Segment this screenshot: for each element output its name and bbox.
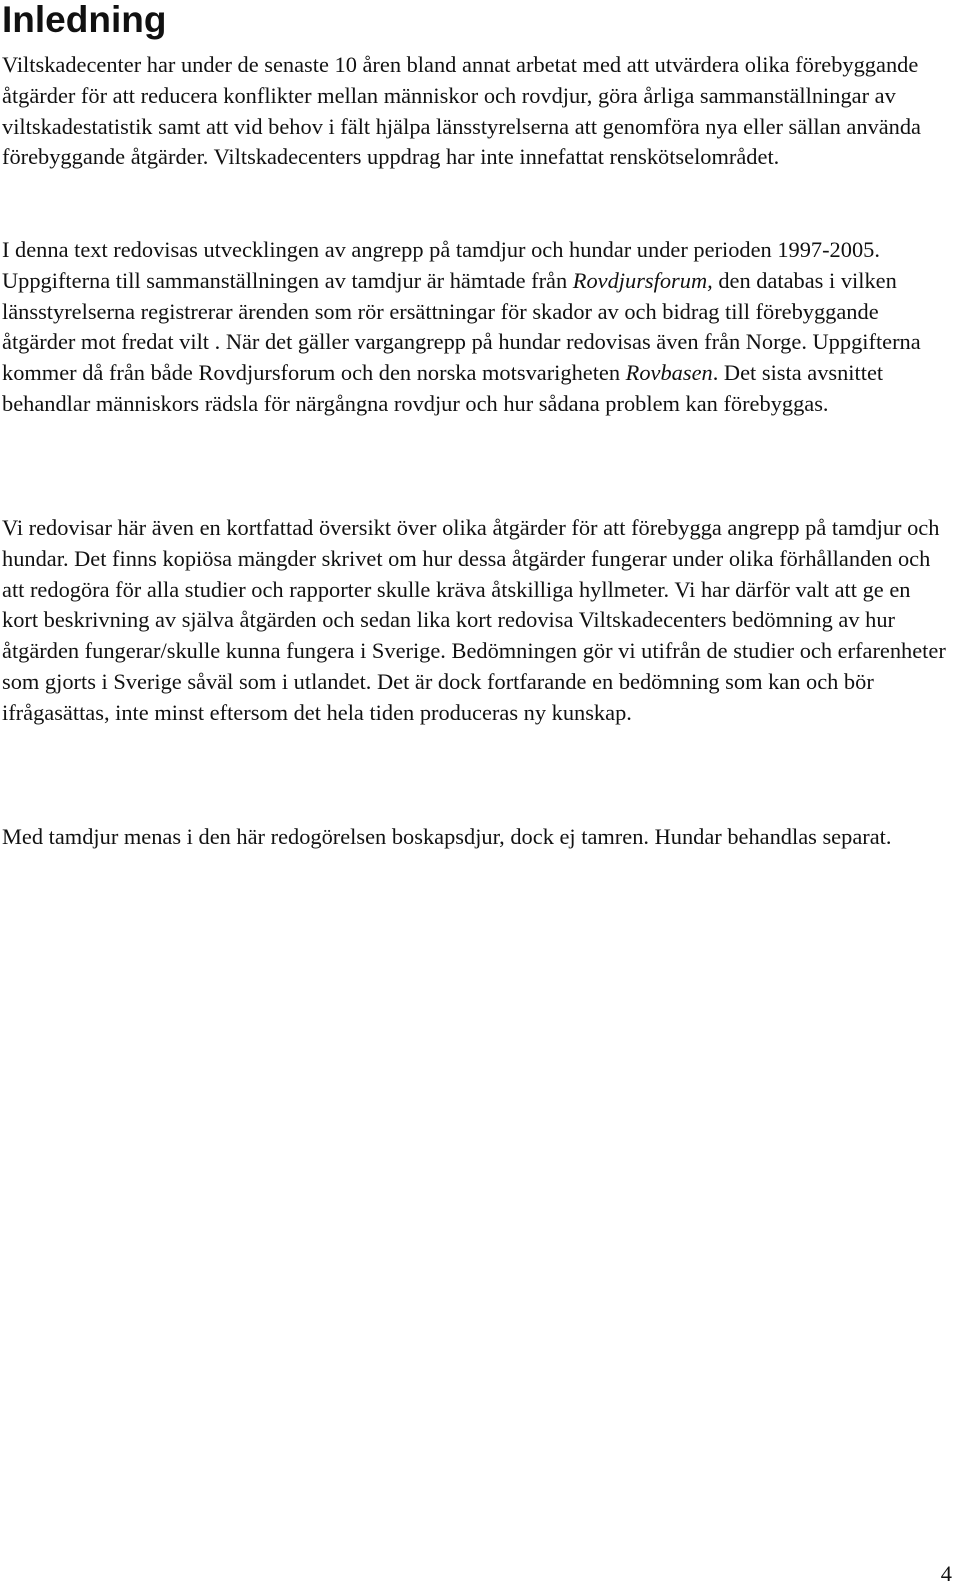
section-heading: Inledning	[2, 0, 167, 40]
page-number: 4	[940, 1561, 952, 1586]
paragraph-definition: Med tamdjur menas i den här redogörelsen boskapsdjur, dock ej tamren. Hundar behandlas separat.	[2, 824, 892, 849]
paragraph-text: I denna text redovisas utvecklingen av angrepp på tamdjur och hundar under perioden 1997-2005. Uppgifterna till sammanställningen av tamdjur är hämtade från	[2, 237, 880, 293]
database-name-rovbasen: Rovbasen	[625, 360, 713, 386]
paragraph-text: den databas i vilken länsstyrelserna registrerar ärenden som rör ersättningar för skador av och bidrag till förebyggande åtgärder mot fredat vilt . När det gäller vargangrepp på hundar redovisas även från Norge. Uppgifterna kommer då från både Rovdjursforum och den norska motsvarigheten	[2, 267, 921, 386]
database-name-rovdjursforum: Rovdjursforum,	[572, 267, 713, 293]
paragraph-text: . Det sista avsnittet behandlar människors rädsla för närgångna rovdjur och hur sådana problem kan förebyggas.	[2, 360, 884, 416]
paragraph-overview: Vi redovisar här även en kortfattad översikt över olika åtgärder för att förebygga angrepp på tamdjur och hundar. Det finns kopiösa mängder skrivet om hur dessa åtgärder fungerar under olika förhållanden och att redogöra för alla studier och rapporter skulle kräva åtskilliga hyllmeter. Vi har därför valt att ge en kort beskrivning av själva åtgärden och sedan lika kort redovisa Viltskadecenters bedömning av hur åtgärden fungerar/skulle kunna fungera i Sverige. Bedömningen gör vi utifrån de studier och erfarenheter som gjorts i Sverige såväl som i utlandet. Det är dock fortfarande en bedömning som kan och bör ifrågasättas, inte minst eftersom det hela tiden produceras ny kunskap.	[2, 515, 946, 725]
paragraph-data-sources	[2, 235, 952, 420]
paragraph-intro: Viltskadecenter har under de senaste 10 åren bland annat arbetat med att utvärdera olika förebyggande åtgärder för att reducera konflikter mellan människor och rovdjur, göra årliga sammanställningar av viltskadestatistik samt att vid behov i fält hjälpa länsstyrelserna att genomföra nya eller sällan använda förebyggande åtgärder. Viltskadecenters uppdrag har inte innefattat renskötselområdet.	[2, 52, 921, 170]
